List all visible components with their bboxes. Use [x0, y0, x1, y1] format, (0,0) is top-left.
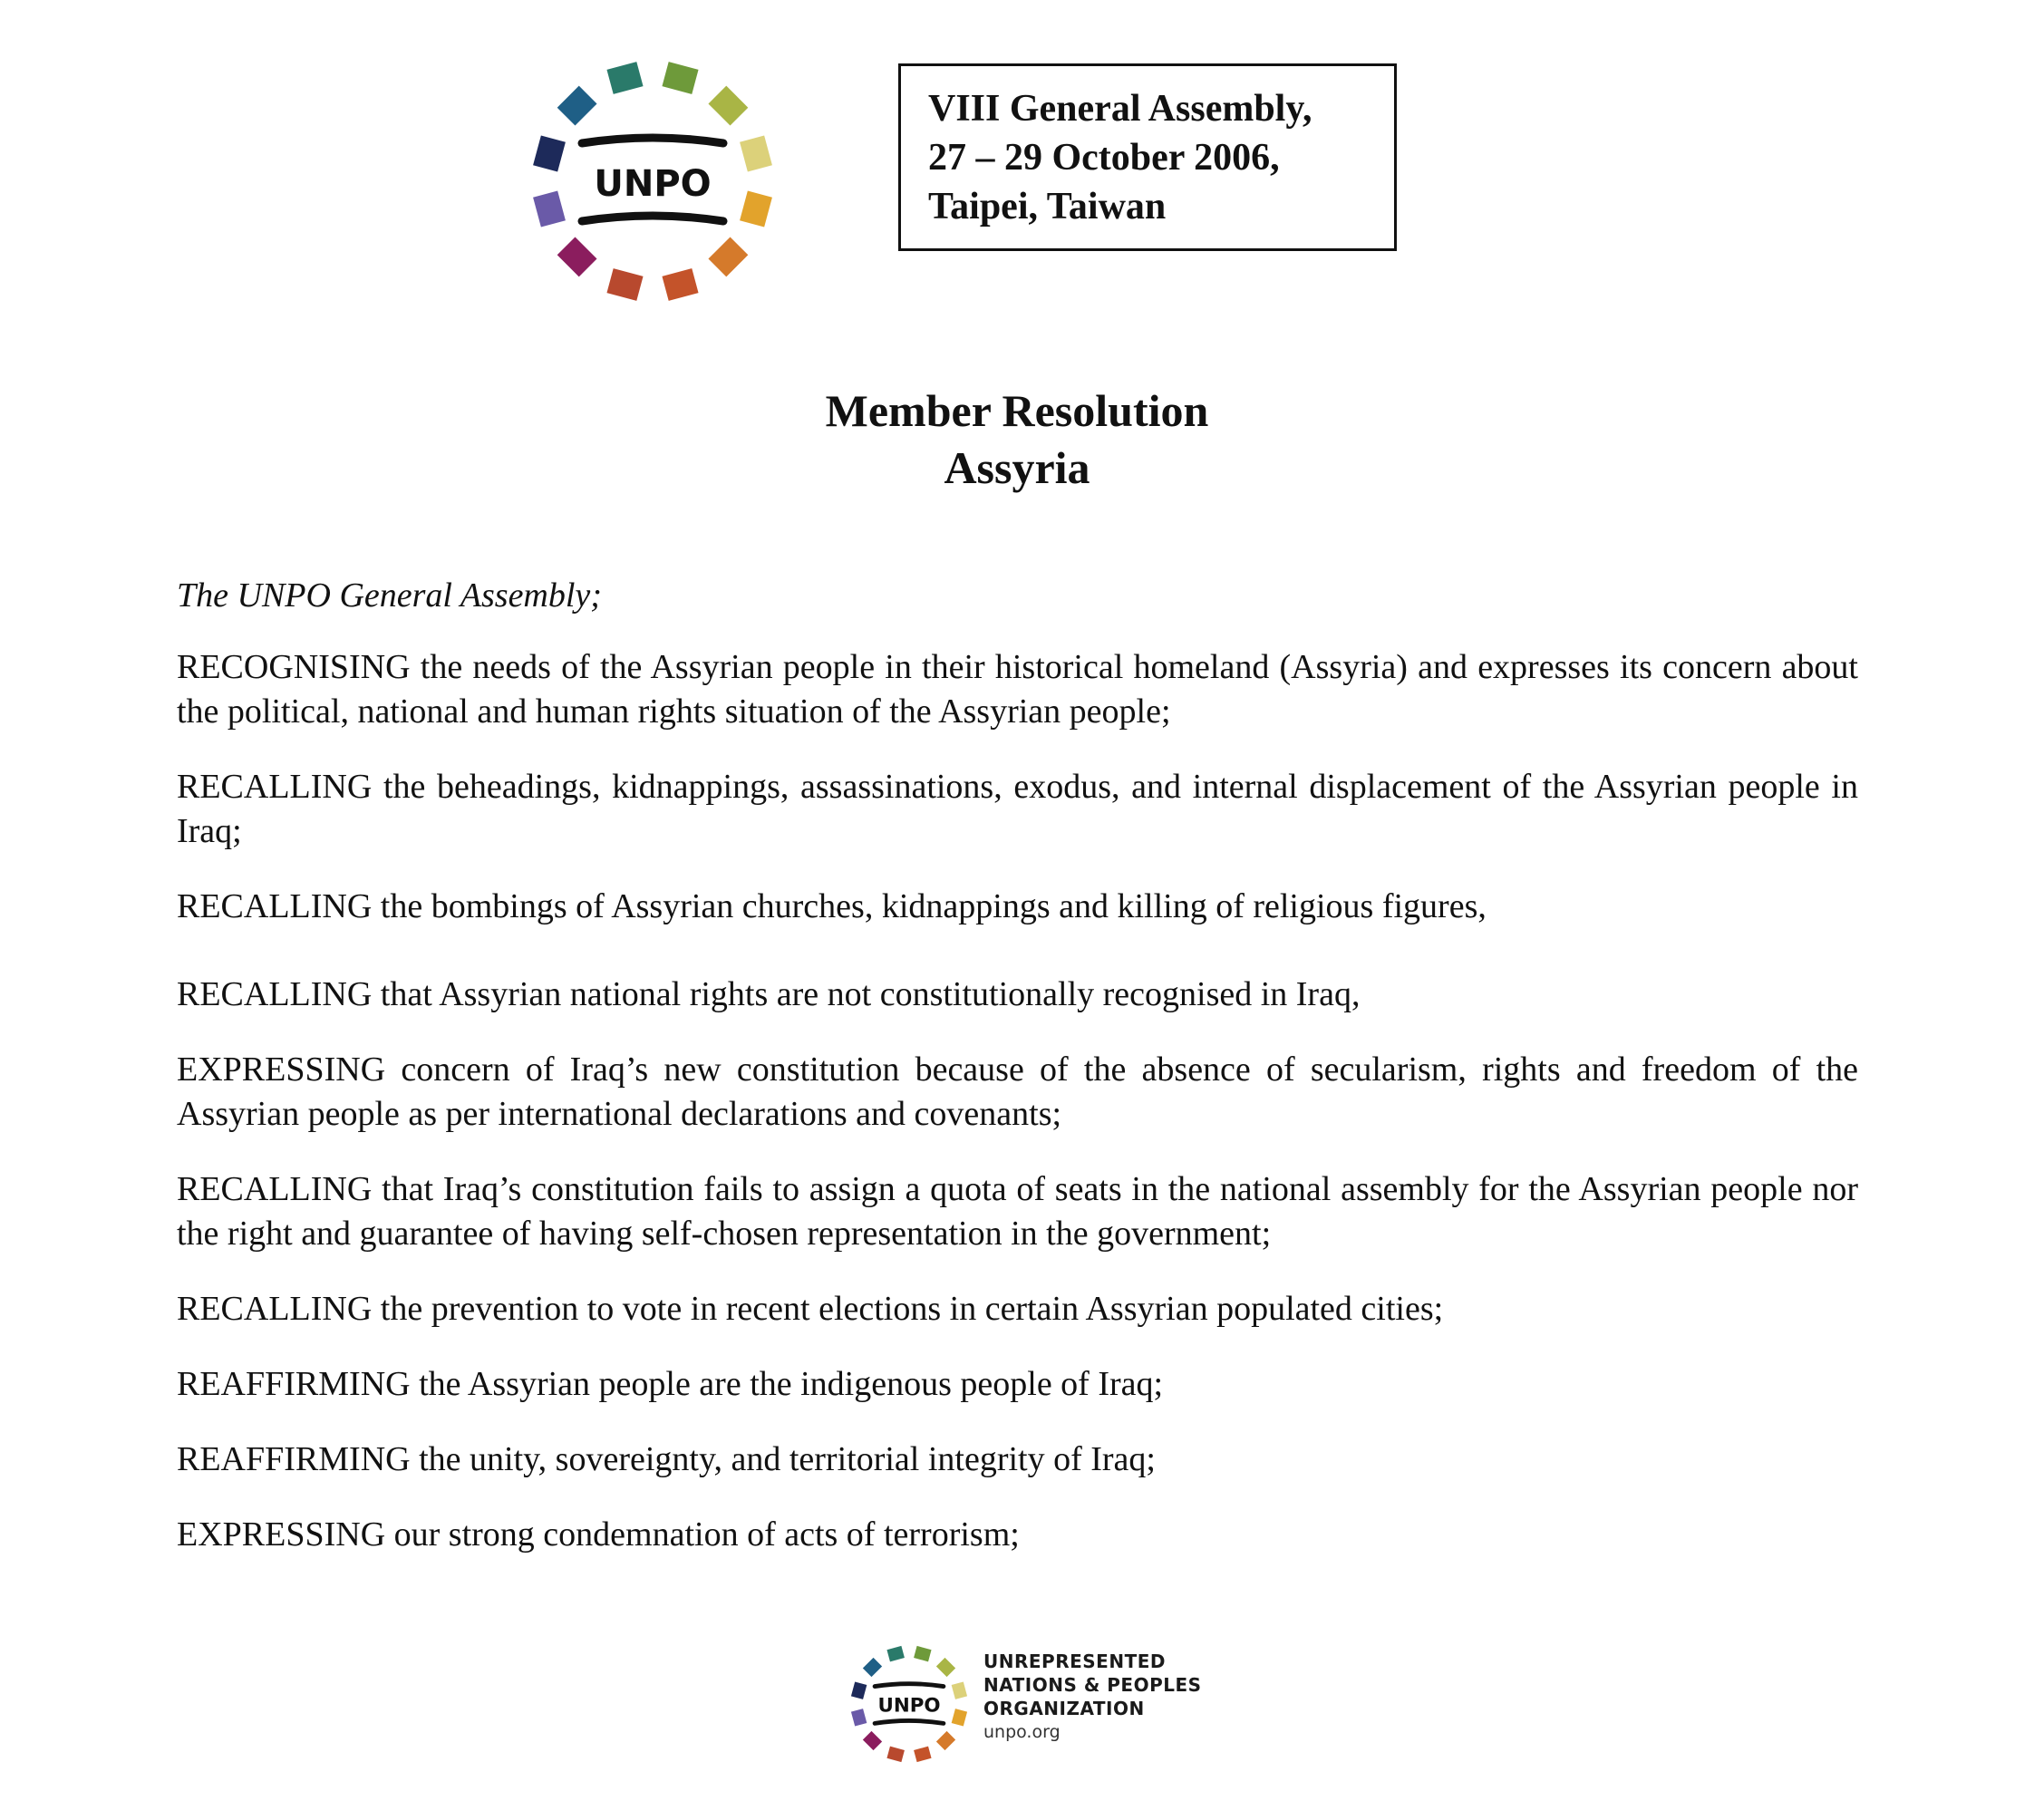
event-title: VIII General Assembly, — [928, 88, 1312, 130]
ring-segment — [851, 1681, 867, 1699]
ring-segment — [914, 1747, 931, 1762]
logo-top-arc — [582, 138, 723, 143]
footer-org-name — [983, 1650, 1202, 1744]
ring-segment — [952, 1709, 967, 1726]
logo-text: UNPO — [594, 163, 712, 205]
ring-segment — [606, 62, 643, 94]
ring-segment — [708, 237, 748, 276]
ring-segment — [606, 268, 643, 301]
ring-segment — [914, 1646, 931, 1661]
logo-bottom-arc — [582, 216, 723, 221]
ring-segment — [533, 135, 566, 171]
ring-segment — [886, 1747, 904, 1762]
ring-segment — [863, 1658, 882, 1677]
ring-segment — [557, 86, 597, 126]
unpo-footer-logo-icon — [848, 1642, 971, 1766]
ring-segment — [936, 1658, 955, 1677]
clause-10: EXPRESSING our strong condemnation of acts of terrorism; — [177, 1515, 1020, 1554]
ring-segment — [886, 1646, 904, 1661]
ring-segment — [740, 190, 772, 227]
clause-3: RECALLING the bombings of Assyrian churches, kidnappings and killing of religious figures, — [177, 887, 1487, 925]
clause-5: EXPRESSING concern of Iraq’s new constitution because of the absence of secularism, rights and freedom of the Assyrian people as per international declarations and covenants; — [177, 1050, 1858, 1133]
ring-segment — [740, 135, 772, 171]
footer-logo-bottom-arc — [875, 1720, 944, 1723]
event-info-box — [898, 63, 1397, 251]
unpo-logo-icon — [526, 54, 780, 308]
ring-segment — [662, 268, 698, 301]
org-name-line-1: UNREPRESENTED — [983, 1651, 1166, 1672]
resolution-title — [0, 382, 2034, 497]
clause-6: RECALLING that Iraq’s constitution fails to assign a quota of seats in the national assembly for the Assyrian people nor the right and guarantee of having self-chosen representation in the government; — [177, 1170, 1858, 1253]
title-subject: Assyria — [944, 442, 1090, 493]
org-name-line-2: NATIONS & PEOPLES — [983, 1674, 1202, 1696]
event-location: Taipei, Taiwan — [928, 186, 1167, 228]
clause-2: RECALLING the beheadings, kidnappings, assassinations, exodus, and internal displacement of the Assyrian people in Iraq; — [177, 768, 1858, 850]
ring-segment — [662, 62, 698, 94]
clause-4: RECALLING that Assyrian national rights are not constitutionally recognised in Iraq, — [177, 975, 1361, 1013]
clause-1: RECOGNISING the needs of the Assyrian people in their historical homeland (Assyria) and expresses its concern about the political, national and human rights situation of the Assyrian people; — [177, 648, 1858, 731]
org-website-link[interactable]: unpo.org — [983, 1722, 1061, 1742]
footer-logo-top-arc — [875, 1684, 944, 1687]
ring-segment — [851, 1709, 867, 1726]
ring-segment — [708, 86, 748, 126]
clause-9: REAFFIRMING the unity, sovereignty, and territorial integrity of Iraq; — [177, 1440, 1156, 1478]
ring-segment — [533, 190, 566, 227]
resolution-body — [177, 573, 1858, 1588]
title-main: Member Resolution — [825, 385, 1209, 436]
ring-segment — [952, 1681, 967, 1699]
ring-segment — [557, 237, 597, 276]
clause-7: RECALLING the prevention to vote in recent elections in certain Assyrian populated cities; — [177, 1290, 1444, 1328]
org-name-line-3: ORGANIZATION — [983, 1698, 1145, 1719]
clause-8: REAFFIRMING the Assyrian people are the indigenous people of Iraq; — [177, 1365, 1164, 1403]
footer-logo-text: UNPO — [877, 1694, 941, 1718]
event-dates: 27 – 29 October 2006, — [928, 137, 1280, 179]
ring-segment — [936, 1731, 955, 1750]
preamble: The UNPO General Assembly; — [177, 576, 602, 615]
footer-branding — [848, 1641, 1210, 1767]
ring-segment — [863, 1731, 882, 1750]
